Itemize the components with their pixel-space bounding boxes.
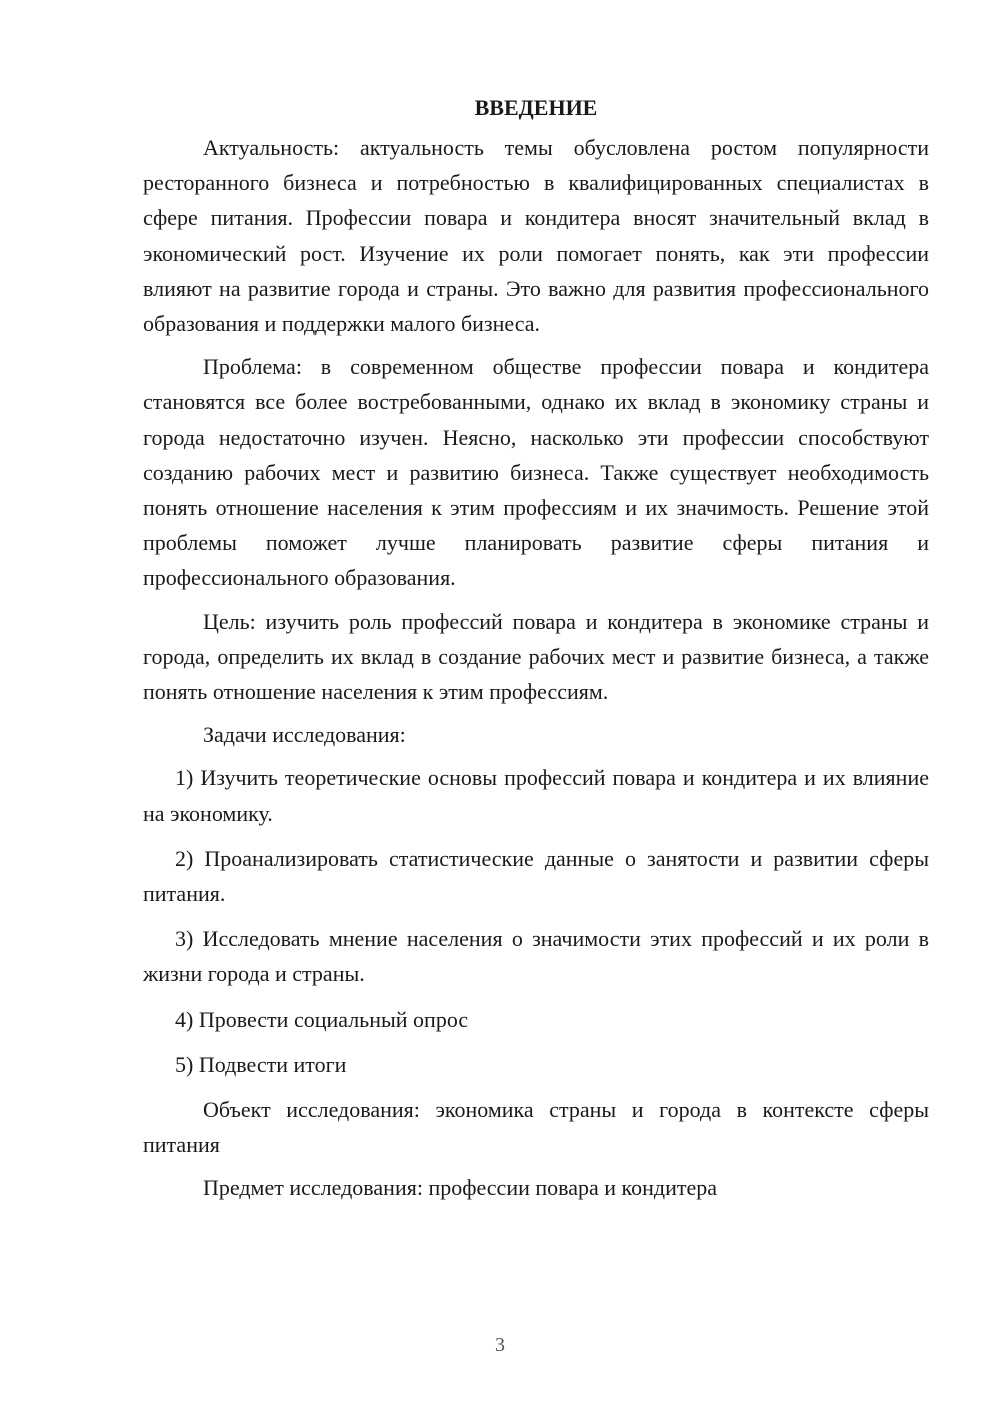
paragraph-tasks-heading: Задачи исследования:: [203, 722, 406, 748]
task-item-3: 3) Исследовать мнение населения о значимости этих профессий и их роли в жизни города и страны.: [143, 926, 929, 987]
document-page: [143, 90, 929, 1214]
paragraph-object: Объект исследования: экономика страны и города в контексте сферы питания: [143, 1097, 929, 1158]
section-title: ВВЕДЕНИЕ: [474, 95, 598, 120]
task-item-2: 2) Проанализировать статистические данные о занятости и развитии сферы питания.: [143, 845, 929, 907]
page-number: 3: [495, 1334, 505, 1356]
paragraph-goal: Цель: изучить роль профессий повара и кондитера в экономике страны и города, определить их вклад в создание рабочих мест и развитие бизнеса, а также понять отношение населения к этим профессиям.: [143, 608, 929, 705]
task-item-5: 5) Подвести итоги: [175, 1051, 347, 1077]
paragraph-problem: Проблема: в современном обществе профессии повара и кондитера становятся все более востребованными, однако их вклад в экономику страны и города недостаточно изучен. Неясно, насколько эти профессии способствуют созданию рабочих мест и развитию бизнеса. Также существует необходимость понять отношение населения к этим профессиям и их значимость. Решение этой проблемы поможет лучше планировать развитие сферы питания и профессионального образования.: [143, 354, 929, 591]
paragraph-relevance: Актуальность: актуальность темы обусловлена ростом популярности ресторанного бизнеса и потребностью в квалифицированных специалистах в сфере питания. Профессии повара и кондитера вносят значительный вклад в экономический рост. Изучение их роли помогает понять, как эти профессии влияют на развитие города и страны. Это важно для развития профессионального образования и поддержки малого бизнеса.: [143, 135, 929, 337]
task-item-1: 1) Изучить теоретические основы профессий повара и кондитера и их влияние на экономику.: [143, 765, 929, 826]
task-item-4: 4) Провести социальный опрос: [175, 1006, 469, 1032]
paragraph-subject: Предмет исследования: профессии повара и кондитера: [203, 1175, 717, 1201]
